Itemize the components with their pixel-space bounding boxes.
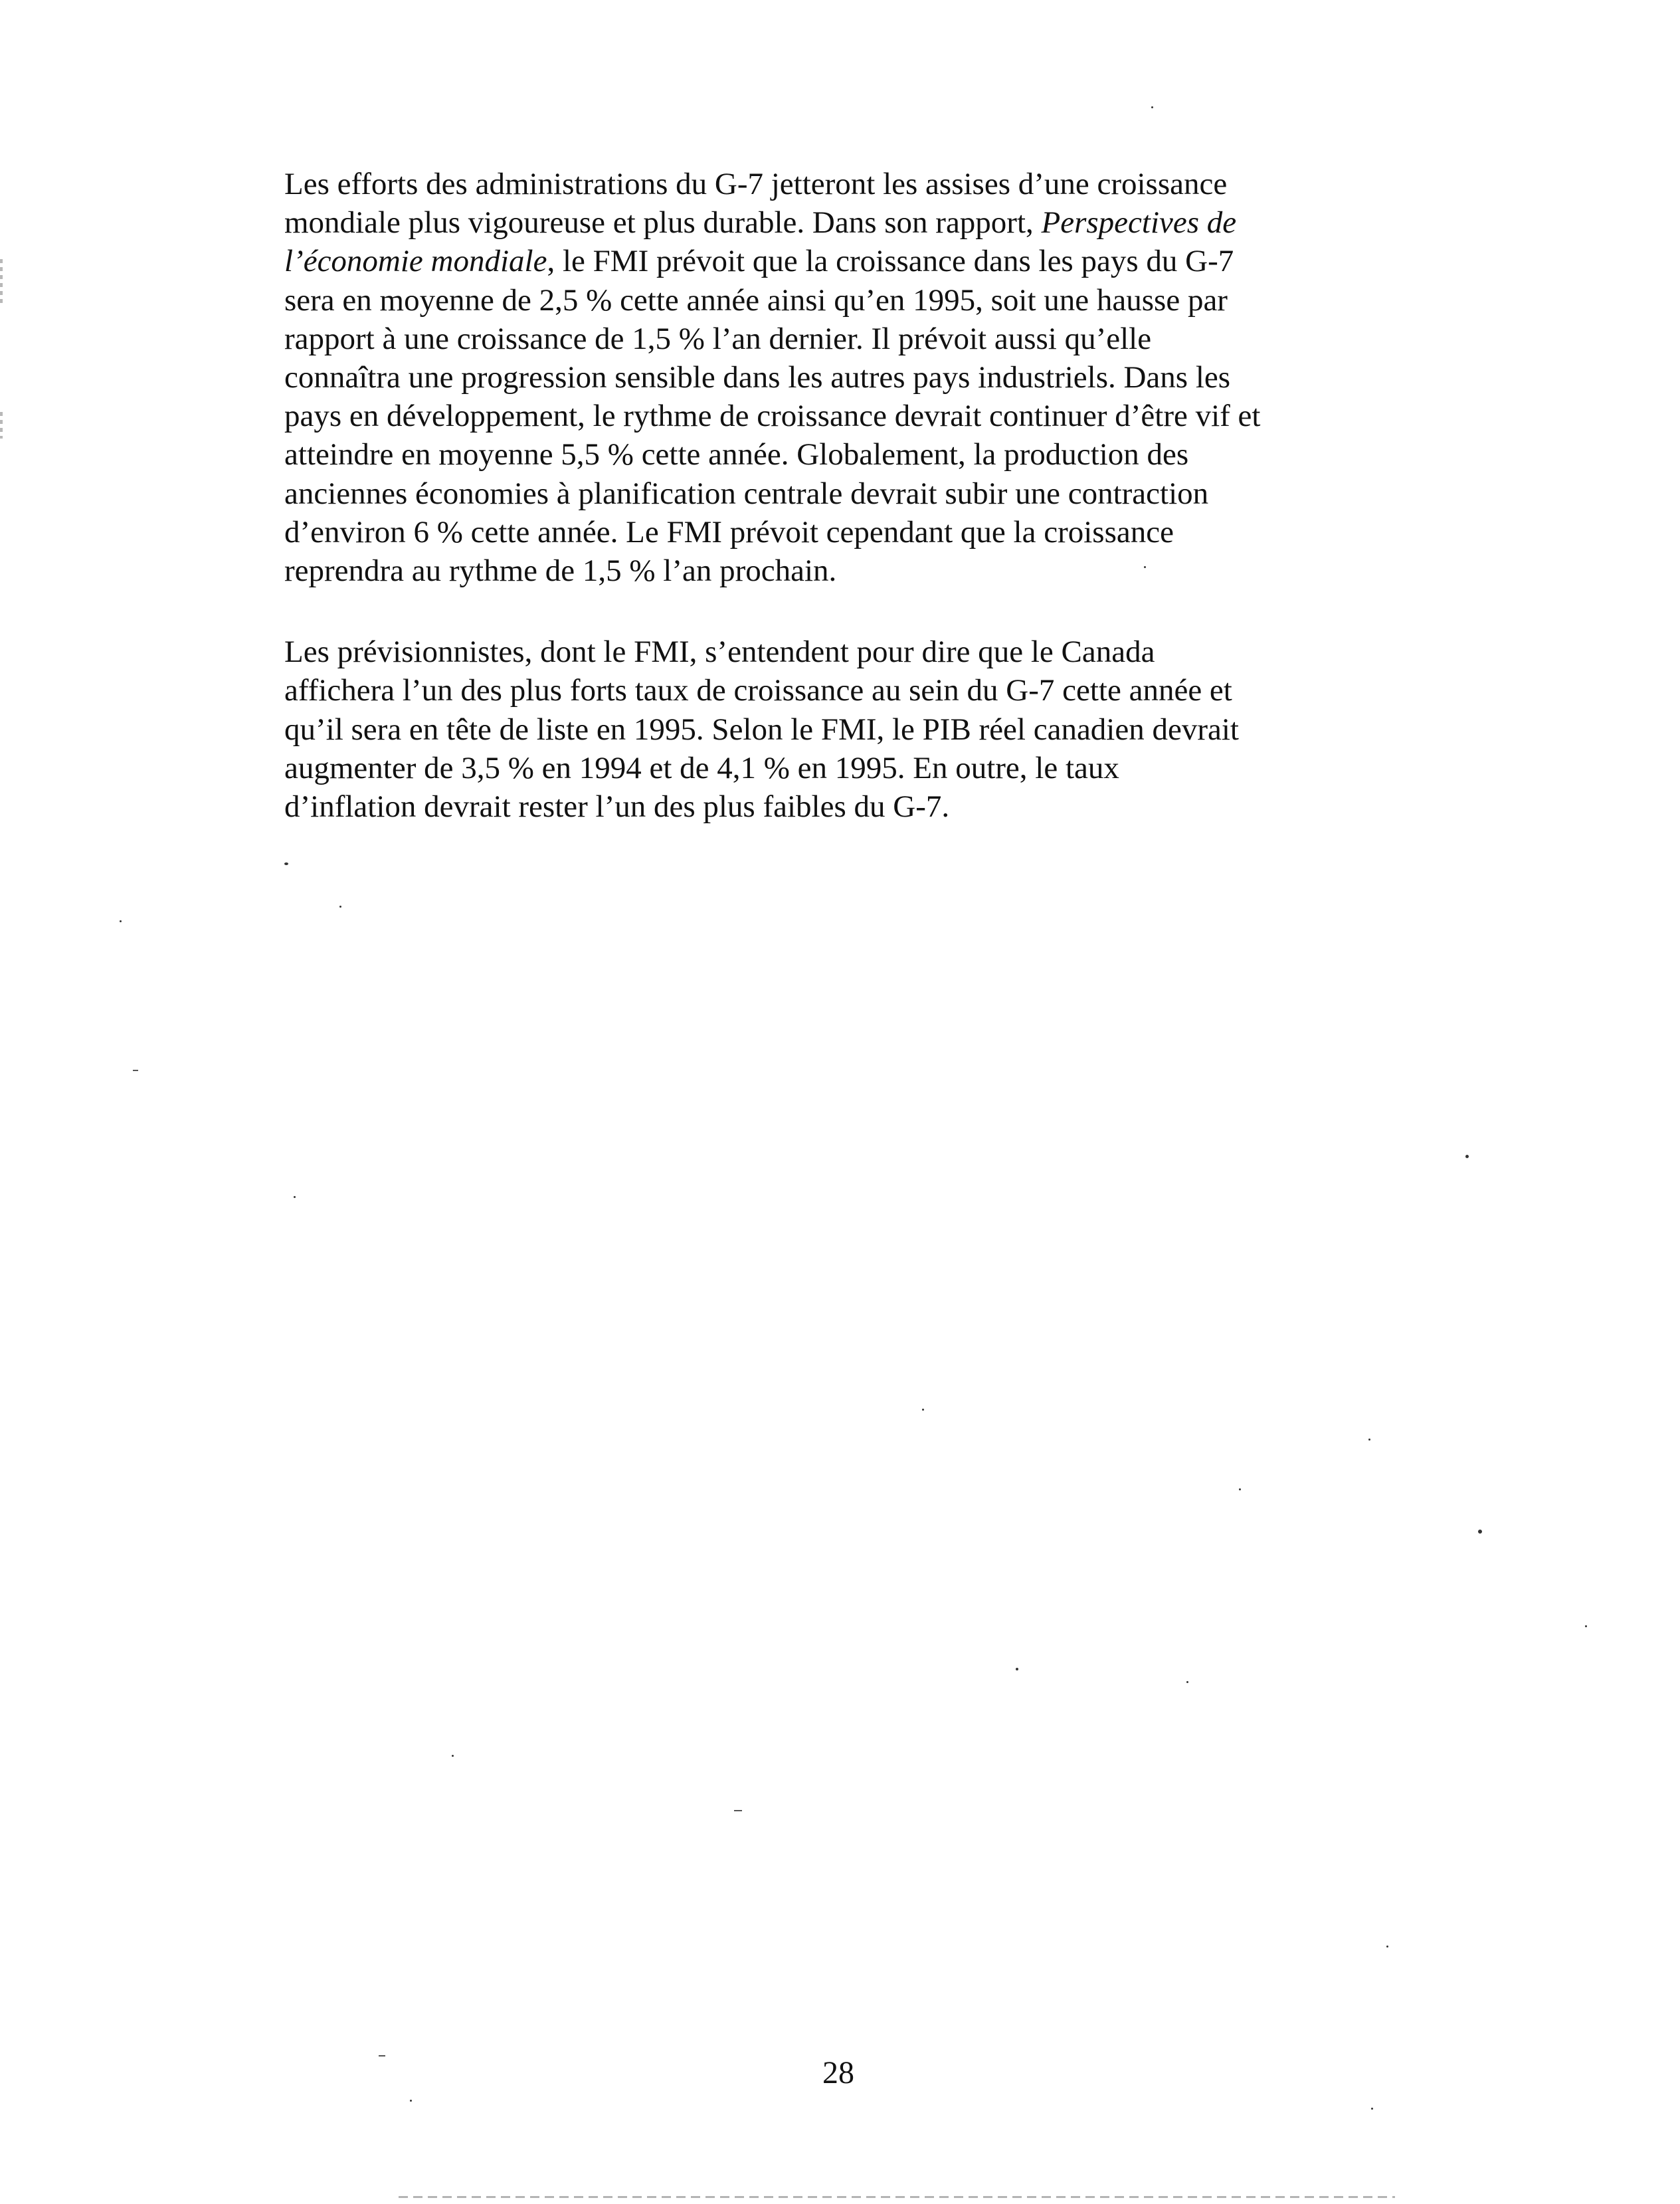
scan-speck [1016,1668,1018,1670]
scan-speck [1368,1439,1370,1441]
scan-speck [1144,566,1146,568]
italic-title: l’économie mondiale [284,244,547,279]
scan-speck [1386,1946,1388,1948]
text-line [284,513,1387,551]
text-run: anciennes économies à planification centrale devrait subir une contraction [284,476,1209,511]
text-run: sera en moyenne de 2,5 % cette année ainsi qu’en 1995, soit une hausse par [284,282,1228,318]
text-line [284,242,1387,280]
text-line [284,710,1387,749]
text-run: Les efforts des administrations du G-7 jetteront les assises d’une croissance [284,167,1228,201]
scan-speck [1465,1155,1469,1158]
page-number: 28 [822,2055,854,2090]
paragraph [284,165,1387,590]
text-line [284,165,1387,203]
text-run: mondiale plus vigoureuse et plus durable. Dans son rapport, [284,205,1042,241]
scan-speck [1239,1488,1241,1490]
text-line [284,633,1387,671]
scan-dash [133,1070,138,1071]
scan-speck [1151,106,1153,108]
scan-speck [284,862,288,865]
text-run: reprendra au rythme de 1,5 % l’an prochain. [284,553,837,589]
text-line [284,787,1387,826]
text-run: atteindre en moyenne 5,5 % cette année. Globalement, la production des [284,437,1189,472]
text-run: pays en développement, le rythme de croissance devrait continuer d’être vif et [284,399,1261,434]
text-run: d’environ 6 % cette année. Le FMI prévoit cependant que la croissance [284,514,1174,550]
scan-speck [339,906,341,908]
scan-speck [1186,1681,1188,1683]
text-line [284,474,1387,513]
text-run: Les prévisionnistes, dont le FMI, s’entendent pour dire que le Canada [284,635,1155,670]
text-run: augmenter de 3,5 % en 1994 et de 4,1 % en 1995. En outre, le taux [284,750,1119,785]
body-text [284,165,1387,826]
scan-bottom-edge [399,2196,1395,2198]
scan-speck [452,1755,454,1757]
text-line [284,320,1387,358]
scan-edge-mark [0,259,3,306]
text-run: qu’il sera en tête de liste en 1995. Selon le FMI, le PIB réel canadien devrait [284,712,1239,747]
scan-speck [922,1409,924,1411]
text-run: d’inflation devrait rester l’un des plus faibles du G-7. [284,789,950,825]
text-line [284,749,1387,787]
scan-speck [1478,1530,1482,1534]
scan-speck [294,1196,296,1198]
text-line [284,281,1387,320]
italic-title: Perspectives de [1041,205,1237,241]
scan-dash [379,2055,385,2056]
text-line [284,203,1387,242]
text-line [284,551,1387,590]
text-run: connaîtra une progression sensible dans les autres pays industriels. Dans les [284,360,1231,395]
text-line [284,671,1387,710]
text-run: affichera l’un des plus forts taux de croissance au sein du G-7 cette année et [284,673,1232,708]
scan-edge-mark [0,412,3,439]
scan-speck [1371,2108,1373,2110]
text-line [284,358,1387,397]
paragraph [284,633,1387,826]
scan-dash [734,1810,742,1811]
scan-speck [410,2100,412,2102]
text-run: rapport à une croissance de 1,5 % l’an dernier. Il prévoit aussi qu’elle [284,321,1152,356]
text-line [284,435,1387,474]
scan-speck [120,920,122,922]
text-line [284,397,1387,435]
scan-speck [1585,1625,1587,1627]
text-run: , le FMI prévoit que la croissance dans les pays du G-7 [547,244,1234,279]
